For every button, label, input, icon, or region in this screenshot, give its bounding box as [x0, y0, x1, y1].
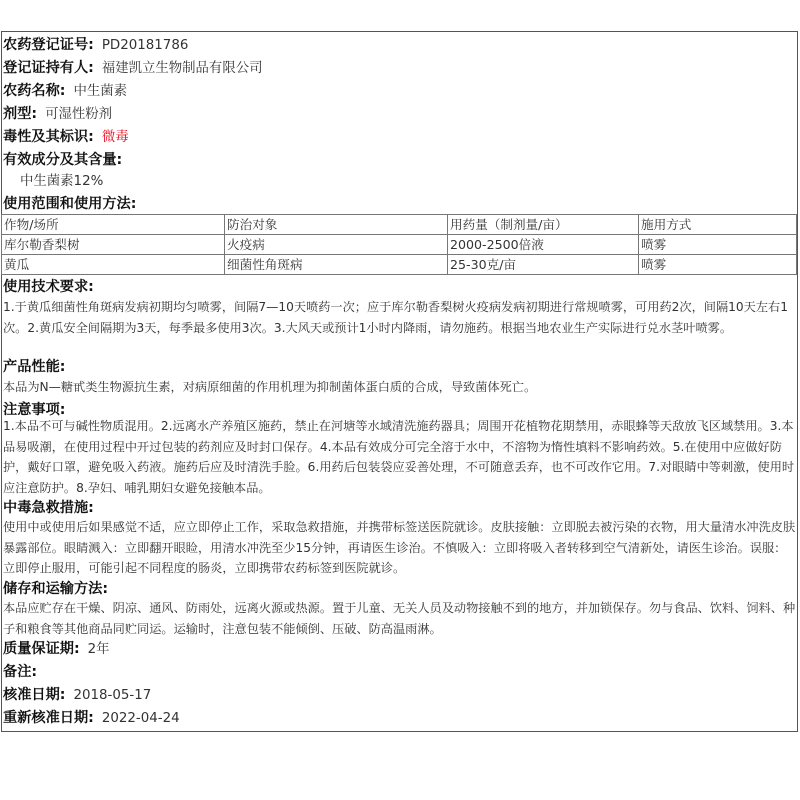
pesticide-name-label: 农药名称:: [3, 83, 66, 99]
pesticide-name-value: 中生菌素: [73, 84, 127, 99]
tech-text: 1.于黄瓜细菌性角斑病发病初期均匀喷雾，间隔7—10天喷药一次；应于库尔勒香梨树火疫病发病初期进行常规喷雾，可用药2次，间隔10天左右1次。2.黄瓜安全间隔期为3天，每季最多使用3次。3.大风天或预计1小时内降雨，请勿施药。根据当地农业生产实际进行兑水茎叶喷雾。: [3, 300, 788, 335]
remark-row: [3, 661, 797, 684]
toxicity-value: 微毒: [101, 130, 129, 145]
notice-label: 注意事项:: [3, 402, 66, 418]
ingredient-label-row: [3, 149, 797, 172]
first-aid-text: 使用中或使用后如果感觉不适，应立即停止工作，采取急救措施，并携带标签送医院就诊。皮肤接触：立即脱去被污染的衣物，用大量清水冲洗皮肤暴露部位。眼睛溅入：立即翻开眼睑，用清水冲洗至少15分钟，再请医生诊治。不慎吸入：立即将吸入者转移到空气清新处，请医生诊治。误服：立即停止服用，可能引起不同程度的肠炎，立即携带农药标签到医院就诊。: [3, 520, 796, 575]
performance-text: 本品为N—糖甙类生物源抗生素，对病原细菌的作用机理为抑制菌体蛋白质的合成，导致菌体死亡。: [3, 380, 537, 394]
table-cell: 25-30克/亩: [448, 255, 639, 275]
approval-date-row: [3, 684, 797, 707]
tech-label: 使用技术要求:: [3, 279, 94, 295]
holder-label: 登记证持有人:: [3, 60, 94, 76]
holder-value: 福建凯立生物制品有限公司: [101, 61, 263, 76]
usage-label: 使用范围和使用方法:: [3, 196, 137, 212]
formulation-value: 可湿性粉剂: [45, 107, 113, 122]
table-row: [2, 235, 797, 255]
holder-row: [3, 57, 797, 80]
table-cell: 2000-2500倍液: [448, 235, 639, 255]
approval-date-label: 核准日期:: [3, 687, 66, 703]
reapproval-date-row: [3, 707, 797, 730]
table-header-cell: 施用方式: [639, 215, 797, 235]
table-header-cell: 作物/场所: [2, 215, 225, 235]
table-cell: 库尔勒香梨树: [2, 235, 225, 255]
usage-label-row: [3, 193, 797, 216]
tech-label-row: [3, 276, 797, 299]
table-cell: 黄瓜: [2, 255, 225, 275]
reapproval-date-label: 重新核准日期:: [3, 710, 94, 726]
pesticide-name-row: [3, 80, 797, 103]
table-row: [2, 255, 797, 275]
warranty-value: 2年: [87, 642, 110, 657]
registration-number-label: 农药登记证号:: [3, 37, 94, 53]
ingredient-value: 中生菌素12%: [20, 174, 104, 189]
ingredient-value-row: [20, 171, 797, 193]
toxicity-row: [3, 126, 797, 149]
table-cell: 火疫病: [225, 235, 448, 255]
performance-label-row: [3, 356, 797, 379]
storage-label: 储存和运输方法:: [3, 581, 108, 597]
performance-label: 产品性能:: [3, 359, 66, 375]
table-cell: 喷雾: [639, 255, 797, 275]
table-cell: 喷雾: [639, 235, 797, 255]
warranty-label: 质量保证期:: [3, 641, 80, 657]
registration-number-value: PD20181786: [101, 38, 189, 53]
registration-number-row: [3, 34, 797, 57]
table-cell: 细菌性角斑病: [225, 255, 448, 275]
table-header-row: [2, 215, 797, 235]
first-aid-label: 中毒急救措施:: [3, 500, 94, 516]
toxicity-label: 毒性及其标识:: [3, 129, 94, 145]
usage-table: [1, 214, 797, 275]
table-header-cell: 防治对象: [225, 215, 448, 235]
formulation-row: [3, 103, 797, 126]
remark-label: 备注:: [3, 664, 38, 680]
table-header-cell: 用药量（制剂量/亩）: [448, 215, 639, 235]
warranty-row: [3, 638, 797, 661]
approval-date-value: 2018-05-17: [73, 688, 152, 703]
ingredient-label: 有效成分及其含量:: [3, 152, 123, 168]
formulation-label: 剂型:: [3, 106, 38, 122]
reapproval-date-value: 2022-04-24: [101, 711, 180, 726]
notice-text: 1.本品不可与碱性物质混用。2.远离水产养殖区施药，禁止在河塘等水域清洗施药器具；周围开花植物花期禁用，赤眼蜂等天敌放飞区域禁用。3.本品易吸潮，在使用过程中开过包装的药剂应及时封口保存。4.本品有效成分可完全溶于水中，不溶物为惰性填料不影响药效。5.在使用中应做好防护，戴好口罩，避免吸入药液。施药后应及时清洗手脸。6.用药后包装袋应妥善处理，不可随意丢弃，也不可改作它用。7.对眼睛中等刺激，使用时应注意防护。8.孕妇、哺乳期妇女避免接触本品。: [3, 419, 795, 495]
storage-text: 本品应贮存在干燥、阴凉、通风、防雨处，远离火源或热源。置于儿童、无关人员及动物接触不到的地方，并加锁保存。勿与食品、饮料、饲料、种子和粮食等其他商品同贮同运。运输时，注意包装不能倾倒、压破、防高温雨淋。: [3, 601, 796, 636]
